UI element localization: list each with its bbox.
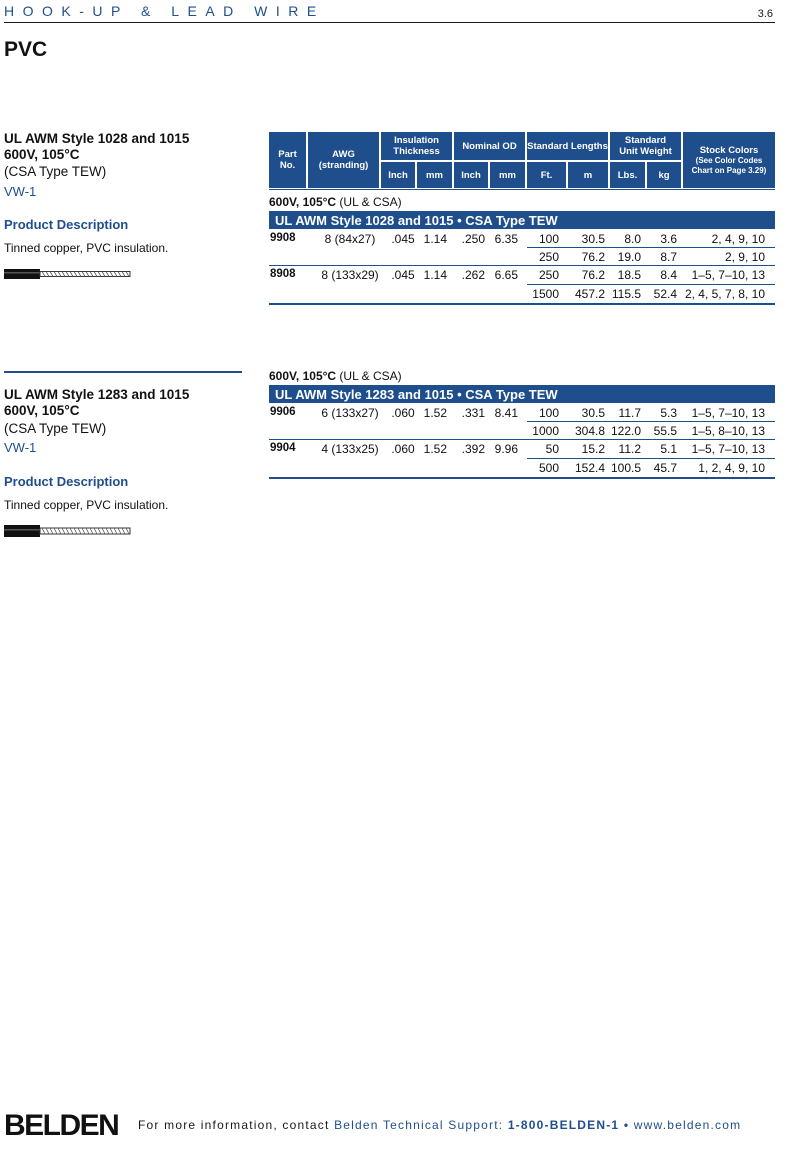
page-number: 3.6 xyxy=(757,8,773,20)
contact-line: For more information, contact Belden Technical Support: 1-800-BELDEN-1 • www.belden.com xyxy=(138,1118,742,1132)
table-row: 250 76.2 19.0 8.7 2, 9, 10 xyxy=(538,250,765,264)
wire-illustration-1 xyxy=(4,267,132,281)
product-title-1: UL AWM Style 1028 and 1015 xyxy=(4,131,190,146)
table-row: 1000 304.8 122.0 55.5 1–5, 8–10, 13 xyxy=(532,424,765,438)
header-ins-mm: mm xyxy=(417,162,452,188)
product-rating-1: 600V, 105°C xyxy=(4,147,80,162)
section-title: PVC xyxy=(4,38,48,61)
header-ft: Ft. xyxy=(527,162,566,188)
website-link[interactable]: www.belden.com xyxy=(633,1118,742,1132)
vw-rating-1: VW-1 xyxy=(4,184,37,199)
table-row: 1500 457.2 115.5 52.4 2, 4, 5, 7, 8, 10 xyxy=(532,287,765,301)
product-description-heading-1: Product Description xyxy=(4,217,129,232)
table-row: 500 152.4 100.5 45.7 1, 2, 4, 9, 10 xyxy=(538,461,765,475)
header-stock-colors: Stock Colors (See Color Codes Chart on Page 3.29) xyxy=(683,132,775,188)
header-ins-inch: Inch xyxy=(381,162,415,188)
header-kg: kg xyxy=(647,162,681,188)
header-rule xyxy=(4,22,775,23)
belden-logo: BELDEN xyxy=(4,1109,119,1142)
table-row: 9904 4 (133x25) .060 1.52 .392 9.96 50 15.2 11.2 5.1 1–5, 7–10, 13 xyxy=(270,442,765,456)
table-bottom-rule-1 xyxy=(269,303,775,305)
header-unit-weight: Standard Unit Weight xyxy=(610,132,681,160)
table-header xyxy=(269,132,775,188)
header-standard-lengths: Standard Lengths xyxy=(527,132,608,160)
header-od-inch: Inch xyxy=(454,162,488,188)
product-description-text-2: Tinned copper, PVC insulation. xyxy=(4,498,169,512)
product-title-2: UL AWM Style 1283 and 1015 xyxy=(4,387,190,402)
product-rating-2: 600V, 105°C xyxy=(4,403,80,418)
series-title: HOOK-UP & LEAD WIRE xyxy=(4,3,325,19)
voltage-label-1: 600V, 105°C (UL & CSA) xyxy=(269,195,402,209)
header-nominal-od: Nominal OD xyxy=(454,132,525,160)
voltage-label-2: 600V, 105°C (UL & CSA) xyxy=(269,369,402,383)
header-bottom-rule xyxy=(269,189,775,190)
support-phone: 1-800-BELDEN-1 xyxy=(507,1118,620,1132)
section-divider xyxy=(4,371,242,373)
product-subtitle-2: (CSA Type TEW) xyxy=(4,421,107,436)
table-row: 9906 6 (133x27) .060 1.52 .331 8.41 100 30.5 11.7 5.3 1–5, 7–10, 13 xyxy=(270,406,765,420)
header-od-mm: mm xyxy=(490,162,525,188)
header-part-no: Part No. xyxy=(269,132,306,188)
header-lbs: Lbs. xyxy=(610,162,645,188)
header-m: m xyxy=(568,162,608,188)
table-row: 8908 8 (133x29) .045 1.14 .262 6.65 250 76.2 18.5 8.4 1–5, 7–10, 13 xyxy=(270,268,765,282)
header-awg: AWG (stranding) xyxy=(308,132,379,188)
product-subtitle-1: (CSA Type TEW) xyxy=(4,164,107,179)
product-description-text-1: Tinned copper, PVC insulation. xyxy=(4,241,169,255)
table-bottom-rule-2 xyxy=(269,477,775,479)
style-bar-2: UL AWM Style 1283 and 1015 • CSA Type TEW xyxy=(269,385,775,403)
style-bar-1: UL AWM Style 1028 and 1015 • CSA Type TEW xyxy=(269,211,775,229)
vw-rating-2: VW-1 xyxy=(4,440,37,455)
wire-illustration-2 xyxy=(4,524,132,538)
product-description-heading-2: Product Description xyxy=(4,474,129,489)
table-row: 9908 8 (84x27) .045 1.14 .250 6.35 100 30.5 8.0 3.6 2, 4, 9, 10 xyxy=(270,232,765,246)
header-insulation-thickness: Insulation Thickness xyxy=(381,132,452,160)
